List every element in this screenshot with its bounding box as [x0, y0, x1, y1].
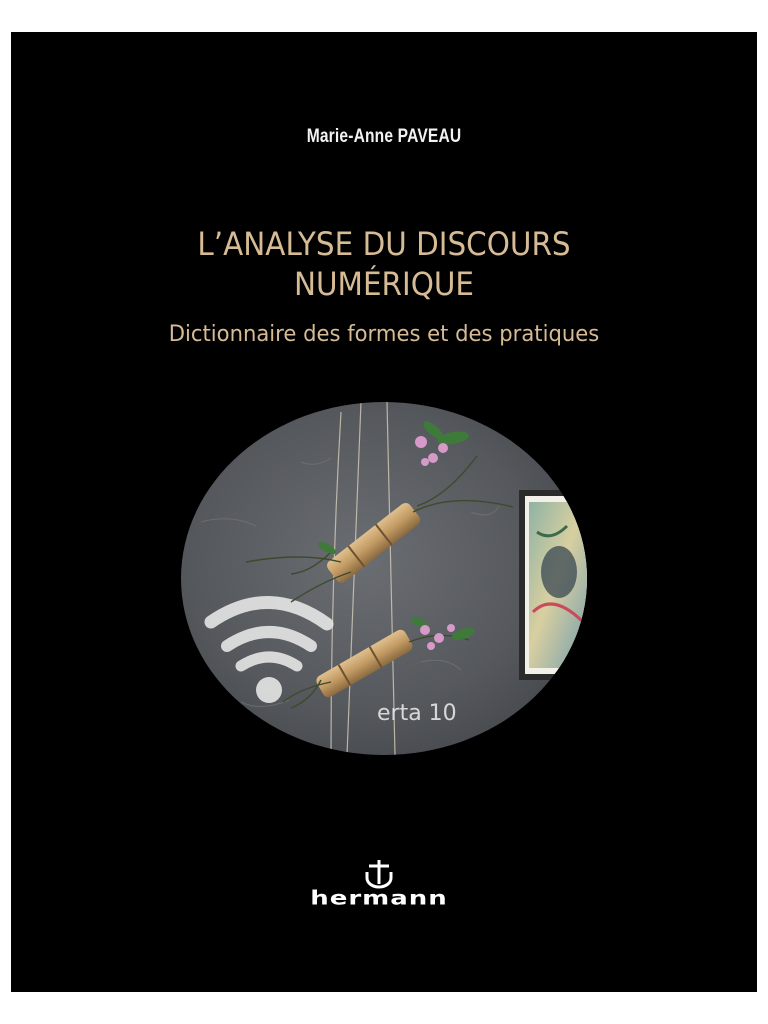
- subtitle: Dictionnaire des formes et des pratiques: [168, 322, 600, 347]
- publisher-logo: [273, 858, 485, 914]
- publisher-wordmark: hermann: [310, 887, 448, 910]
- book-cover: [11, 32, 757, 992]
- wall-chalk-text: erta 10: [377, 701, 457, 726]
- title-line-2: NUMÉRIQUE: [293, 265, 475, 303]
- framed-painting: [519, 490, 587, 680]
- cover-photo: [181, 402, 587, 755]
- publisher-emblem-icon: [367, 860, 391, 887]
- title-line-1: L’ANALYSE DU DISCOURS: [197, 225, 571, 263]
- author-name: Marie-Anne PAVEAU: [306, 126, 462, 147]
